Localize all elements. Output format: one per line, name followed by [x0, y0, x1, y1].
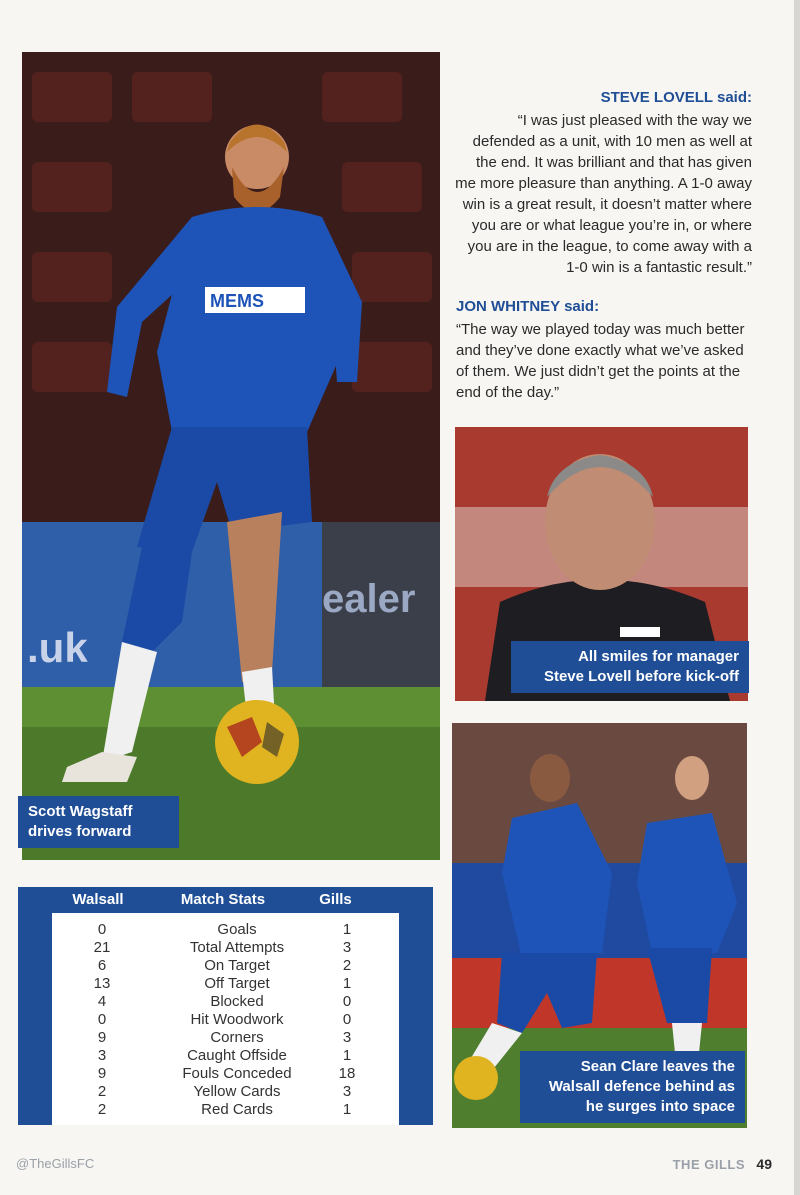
stats-home-value: 3	[97, 1047, 107, 1064]
quote-text: “The way we played today was much better and they’ve done exactly what we’ve asked of them. We just didn’t get the points at the end of the day.”	[456, 321, 745, 401]
stats-away-value: 18	[338, 1065, 356, 1082]
stats-header-home: Walsall	[72, 891, 124, 908]
stats-away-value: 0	[342, 993, 352, 1010]
stats-away-value: 1	[342, 1047, 352, 1064]
caption-line: Walsall defence behind as	[548, 1078, 735, 1095]
quote-speaker: JON WHITNEY said:	[456, 298, 600, 315]
stats-home-value: 9	[97, 1065, 107, 1082]
stats-away-value: 0	[342, 1011, 352, 1028]
stats-label: Goals	[217, 921, 257, 938]
quote-steve-lovell	[452, 89, 752, 278]
stats-label: Hit Woodwork	[190, 1011, 284, 1028]
caption-line: Sean Clare leaves the	[580, 1058, 735, 1075]
svg-text:ealer: ealer	[322, 577, 416, 621]
stats-home-value: 2	[97, 1083, 107, 1100]
stats-away-value: 3	[342, 939, 352, 956]
caption-line: All smiles for manager	[578, 648, 739, 665]
stats-away-value: 1	[342, 921, 352, 938]
stats-row	[52, 1101, 399, 1119]
stats-row	[52, 1083, 399, 1101]
stats-row	[52, 921, 399, 939]
stats-row	[52, 993, 399, 1011]
page-number: 49	[756, 1156, 772, 1172]
footer-section-name: THE GILLS	[672, 1157, 745, 1172]
stats-home-value: 0	[97, 1011, 107, 1028]
stats-label: Blocked	[210, 993, 264, 1010]
caption-line: he surges into space	[585, 1098, 735, 1115]
stats-row	[52, 957, 399, 975]
stats-home-value: 6	[97, 957, 107, 974]
stats-body	[52, 913, 399, 1125]
stats-row	[52, 1011, 399, 1029]
svg-text:.uk: .uk	[27, 624, 88, 671]
stats-label: Off Target	[204, 975, 270, 992]
manager-photo-caption	[511, 641, 749, 693]
stats-home-value: 4	[97, 993, 107, 1010]
stats-label: Corners	[210, 1029, 264, 1046]
stats-header-away: Gills	[319, 891, 352, 908]
quote-text: “I was just pleased with the way we defended as a unit, with 10 men as well at the end. It was brilliant and that has given me more pleasure than anything. A 1-0 away win is a great result, it doesn’t matter where you are or what league you’re in, or where you are in the league, to come away with a 1-0 win is a fantastic result.”	[455, 112, 752, 276]
stats-label: On Target	[204, 957, 270, 974]
stats-home-value: 0	[97, 921, 107, 938]
stats-home-value: 9	[97, 1029, 107, 1046]
stats-label: Fouls Conceded	[182, 1065, 292, 1082]
stats-row	[52, 975, 399, 993]
stats-header-title: Match Stats	[180, 891, 266, 908]
page-edge	[794, 0, 800, 1195]
stats-away-value: 2	[342, 957, 352, 974]
stats-label: Total Attempts	[189, 939, 285, 956]
stats-away-value: 3	[342, 1029, 352, 1046]
quote-jon-whitney	[456, 298, 752, 403]
caption-line: drives forward	[28, 823, 132, 840]
stats-row	[52, 939, 399, 957]
stats-away-value: 3	[342, 1083, 352, 1100]
main-player-photo	[22, 52, 440, 860]
stats-home-value: 2	[97, 1101, 107, 1118]
action-photo-caption	[520, 1051, 745, 1123]
stats-label: Red Cards	[201, 1101, 273, 1118]
stats-home-value: 21	[93, 939, 111, 956]
quote-speaker: STEVE LOVELL said:	[600, 89, 752, 106]
stats-row	[52, 1047, 399, 1065]
stats-label: Caught Offside	[187, 1047, 287, 1064]
stats-header	[18, 887, 433, 913]
stats-label: Yellow Cards	[193, 1083, 281, 1100]
stats-row	[52, 1065, 399, 1083]
main-photo-caption	[18, 796, 179, 848]
match-stats-table	[18, 887, 433, 1125]
stats-away-value: 1	[342, 1101, 352, 1118]
footer-social-handle: @TheGillsFC	[16, 1156, 95, 1171]
stats-away-value: 1	[342, 975, 352, 992]
caption-line: Scott Wagstaff	[28, 803, 133, 820]
stats-row	[52, 1029, 399, 1047]
svg-text:MEMS: MEMS	[210, 291, 264, 311]
caption-line: Steve Lovell before kick-off	[543, 668, 739, 685]
stats-home-value: 13	[93, 975, 111, 992]
